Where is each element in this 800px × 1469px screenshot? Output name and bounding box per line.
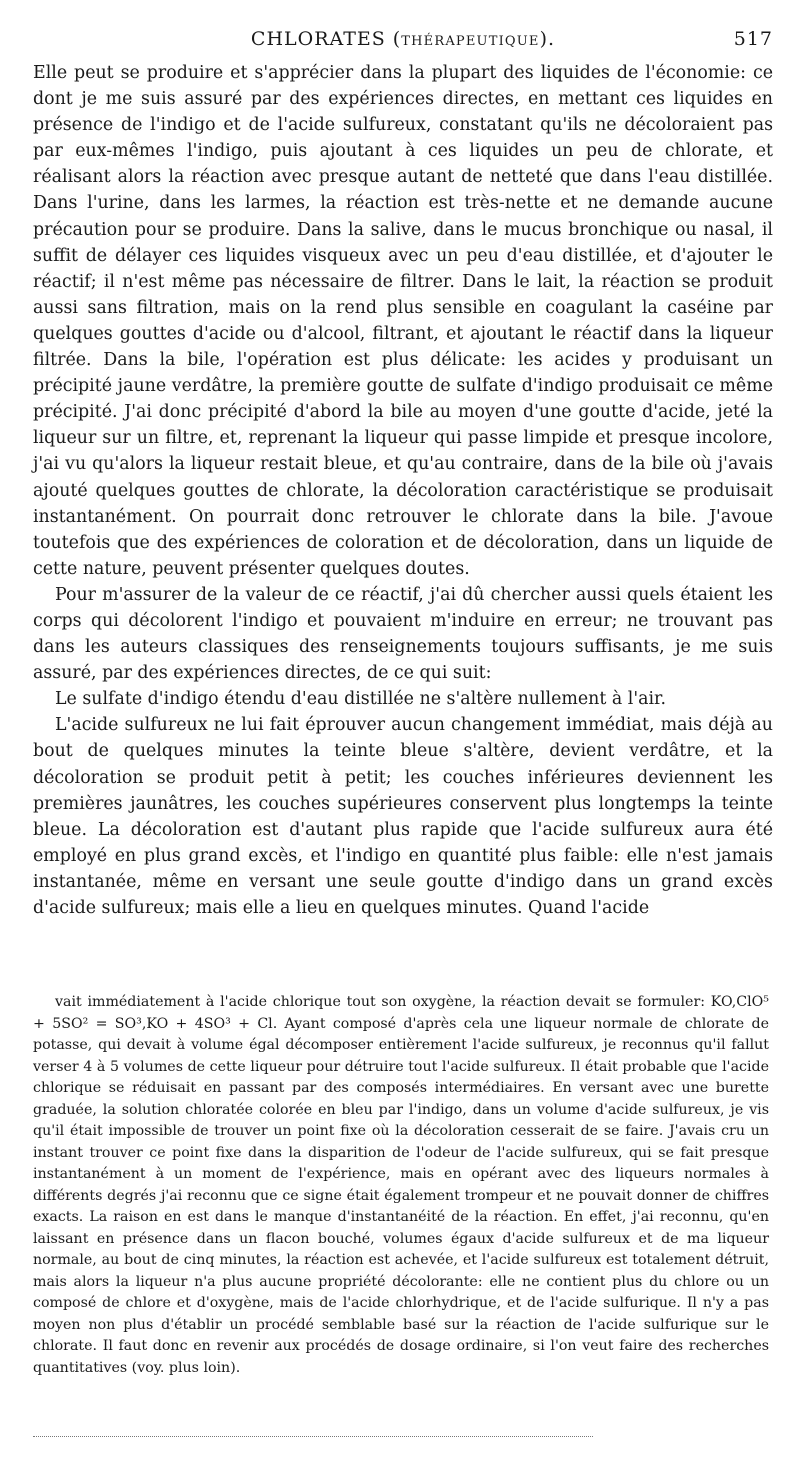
main-text [33,60,773,921]
footnote-text: vait immédiatement à l'acide chlorique tout son oxygène, la réaction devait se formuler: KO,ClO⁵ + 5SO² = SO³,KO + 4SO³ + Cl. Ayant composé d'après cela une liqueur normale de chlorate de potasse, qui devait à volume égal décomposer entièrement l'acide sulfureux, je reconnus qu'il fallut verser 4 à 5 volumes de cette liqueur pour détruire tout l'acide sulfureux. Il était probable que l'acide chlorique se réduisait en passant par des composés intermédiaires. En versant avec une burette graduée, la solution chloratée colorée en bleu par l'indigo, dans un volume d'acide sulfureux, je vis qu'il était impossible de trouver un point fixe où la décoloration cesserait de se faire. J'avais cru un instant trouver ce point fixe dans la disparition de l'odeur de l'acide sulfureux, qui se fait presque instantanément à un moment de l'expérience, mais en opérant avec des liqueurs normales à différents degrés j'ai reconnu que ce signe était également trompeur et ne pouvait donner de chiffres exacts. La raison en est dans le manque d'instantanéité de la réaction. En effet, j'ai reconnu, qu'en laissant en présence dans un flacon bouché, volumes égaux d'acide sulfureux et de ma liqueur normale, au bout de cinq minutes, la réaction est achevée, et l'acide sulfureux est totalement détruit, mais alors la liqueur n'a plus aucune propriété décolorante: elle ne contient plus du chlore ou un composé de chlore et d'oxygène, mais de l'acide chlorhydrique, et de l'acide sulfurique. Il n'y a pas moyen non plus d'établir un procédé semblable basé sur la réaction de l'acide sulfurique sur le chlorate. Il faut donc en revenir aux procédés de dosage ordinaire, si l'on veut faire des recherches quantitatives (voy. plus loin). [33,994,769,1376]
page-number: 517 [733,28,773,50]
bottom-rule [33,1436,593,1437]
paragraph: Le sulfate d'indigo étendu d'eau distillée ne s'altère nullement à l'air. [55,689,666,710]
footnote-block [33,992,769,1379]
paragraph: L'acide sulfureux ne lui fait éprouver aucun changement immédiat, mais déjà au bout de quelques minutes la teinte bleue s'altère, devient verdâtre, et la décoloration se produit petit à petit; les couches inférieures deviennent les premières jaunâtres, les couches supérieures conservent plus longtemps la teinte bleue. La décoloration est d'autant plus rapide que l'acide sulfureux aura été employé en plus grand excès, et l'indigo en quantité plus faible: elle n'est jamais instantanée, même en versant une seule goutte d'indigo dans un grand excès d'acide sulfureux; mais elle a lieu en quelques minutes. Quand l'acide [33,715,773,918]
running-title-end: ). [539,28,556,50]
running-title-sub: THÉRAPEUTIQUE [401,34,540,49]
paragraph: Elle peut se produire et s'apprécier dans la plupart des liquides de l'économie: ce dont je me suis assuré par des expériences directes, en mettant ces liquides en présence de l'indigo et de l'acide sulfureux, constatant qu'ils ne décoloraient pas par eux-mêmes l'indigo, puis ajoutant à ces liquides un peu de chlorate, et réalisant alors la réaction avec presque autant de netteté que dans l'eau distillée. Dans l'urine, dans les larmes, la réaction est très-nette et ne demande aucune précaution pour se produire. Dans la salive, dans le mucus bronchique ou nasal, il suffit de délayer ces liquides visqueux avec un peu d'eau distillée, et d'ajouter le réactif; il n'est même pas nécessaire de filtrer. Dans le lait, la réaction se produit aussi sans filtration, mais on la rend plus sensible en coagulant la caséine par quelques gouttes d'acide ou d'alcool, filtrant, et ajoutant le réactif dans la liqueur filtrée. Dans la bile, l'opération est plus délicate: les acides y produisant un précipité jaune verdâtre, la première goutte de sulfate d'indigo produisait ce même précipité. J'ai donc précipité d'abord la bile au moyen d'une goutte d'acide, jeté la liqueur sur un filtre, et, reprenant la liqueur qui passe limpide et presque incolore, j'ai vu qu'alors la liqueur restait bleue, et qu'au contraire, dans de la bile où j'avais ajouté quelques gouttes de chlorate, la décoloration caractéristique se produisait instantanément. On pourrait donc retrouver le chlorate dans la bile. J'avoue toutefois que des expériences de coloration et de décoloration, dans un liquide de cette nature, peuvent présenter quelques doutes. [33,63,773,579]
paragraph: Pour m'assurer de la valeur de ce réactif, j'ai dû chercher aussi quels étaient les corps qui décolorent l'indigo et pouvaient m'induire en erreur; ne trouvant pas dans les auteurs classiques des renseignements toujours suffisants, je me suis assuré, par des expériences directes, de ce qui suit: [33,584,773,684]
running-header [33,28,773,52]
running-title [33,28,773,50]
running-title-main: CHLORATES ( [250,28,402,50]
page-body [33,28,773,921]
